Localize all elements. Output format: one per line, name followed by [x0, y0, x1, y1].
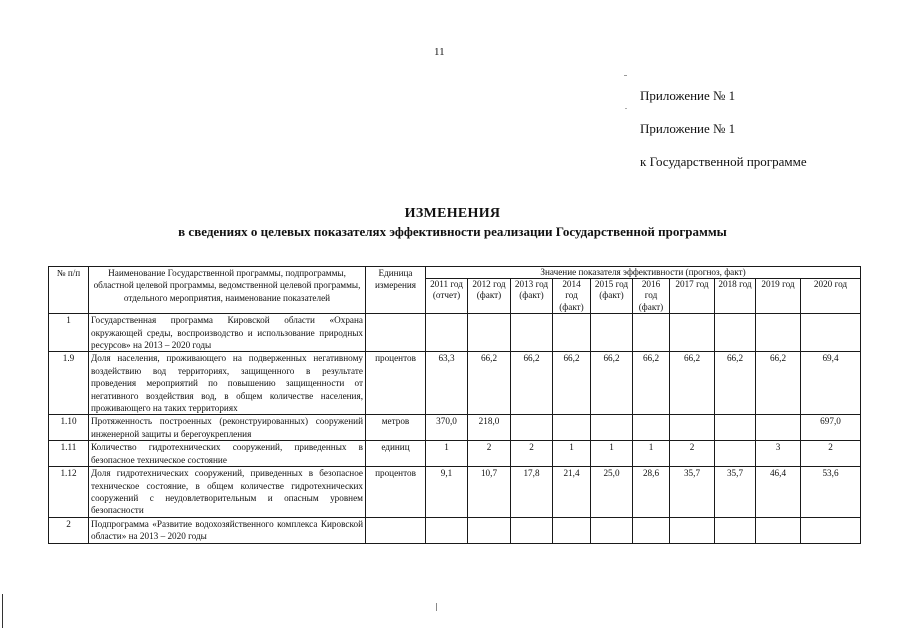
value-cell: 53,6	[801, 467, 861, 518]
value-cell: 46,4	[756, 467, 801, 518]
value-cell	[801, 314, 861, 352]
row-number: 2	[49, 517, 89, 543]
row-number: 1	[49, 314, 89, 352]
value-cell: 218,0	[468, 415, 511, 441]
indicator-name: Количество гидротехнических сооружений, приведенных в безопасное техническое состояние	[89, 441, 366, 467]
value-cell	[715, 517, 756, 543]
value-cell	[511, 415, 553, 441]
value-cell	[756, 415, 801, 441]
value-cell: 17,8	[511, 467, 553, 518]
header-name: Наименование Государственной программы, подпрограммы, областной целевой программы, ведомственной целевой программы, отдельного мероприятия, наименование показателей	[89, 267, 366, 314]
value-cell: 2	[511, 441, 553, 467]
value-cell	[591, 415, 633, 441]
indicator-name: Доля гидротехнических сооружений, приведенных в безопасное техническое состояние, в общем количестве гидротехнических сооружений с неудовлетворительным и опасным уровнем безопасности	[89, 467, 366, 518]
row-number: 1.12	[49, 467, 89, 518]
table-row	[49, 314, 861, 352]
value-cell: 1	[553, 441, 591, 467]
value-cell	[633, 517, 670, 543]
value-cell: 10,7	[468, 467, 511, 518]
unit-cell: процентов	[366, 352, 426, 415]
value-cell: 66,2	[553, 352, 591, 415]
unit-cell: метров	[366, 415, 426, 441]
value-cell: 35,7	[670, 467, 715, 518]
value-cell: 1	[426, 441, 468, 467]
value-cell	[511, 314, 553, 352]
unit-cell: единиц	[366, 441, 426, 467]
value-cell: 370,0	[426, 415, 468, 441]
indicator-name: Доля населения, проживающего на подверженных негативному воздействию вод территориях, защищенного в результате проведения мероприятий по повышению защищенности от негативного воздействия вод, в общем количестве населения, проживающего на таких территориях	[89, 352, 366, 415]
row-number: 1.10	[49, 415, 89, 441]
value-cell	[756, 517, 801, 543]
value-cell: 69,4	[801, 352, 861, 415]
appendix-line-1: Приложение № 1	[640, 88, 736, 103]
value-cell	[591, 517, 633, 543]
value-cell	[553, 415, 591, 441]
value-cell: 697,0	[801, 415, 861, 441]
value-cell	[715, 441, 756, 467]
header-values-group: Значение показателя эффективности (прогноз, факт)	[426, 267, 861, 279]
value-cell: 66,2	[511, 352, 553, 415]
value-cell: 1	[633, 441, 670, 467]
value-cell: 66,2	[756, 352, 801, 415]
indicator-name: Подпрограмма «Развитие водохозяйственного комплекса Кировской области» на 2013 – 2020 годы	[89, 517, 366, 543]
value-cell	[553, 314, 591, 352]
value-cell: 66,2	[715, 352, 756, 415]
appendix-line-2: Приложение № 1	[640, 121, 736, 136]
appendix-line-3: к Государственной программе	[640, 154, 807, 169]
document-title: ИЗМЕНЕНИЯ	[404, 206, 501, 221]
value-cell: 66,2	[670, 352, 715, 415]
value-cell: 25,0	[591, 467, 633, 518]
value-cell	[591, 314, 633, 352]
value-cell: 66,2	[633, 352, 670, 415]
row-number: 1.11	[49, 441, 89, 467]
value-cell	[426, 517, 468, 543]
indicator-name: Государственная программа Кировской области «Охрана окружающей среды, воспроизводство и использование природных ресурсов» на 2013 – 2020 годы	[89, 314, 366, 352]
value-cell	[715, 314, 756, 352]
table-header	[49, 267, 861, 314]
value-cell	[468, 517, 511, 543]
value-cell	[511, 517, 553, 543]
table-row	[49, 467, 861, 518]
value-cell: 35,7	[715, 467, 756, 518]
page-number: 11	[434, 46, 445, 58]
value-cell	[633, 415, 670, 441]
value-cell	[801, 517, 861, 543]
value-cell	[756, 314, 801, 352]
header-year: 2013 год (факт)	[511, 279, 553, 314]
unit-cell: процентов	[366, 467, 426, 518]
header-year: 2016 год (факт)	[633, 279, 670, 314]
table-row	[49, 352, 861, 415]
header-num: № п/п	[49, 267, 89, 314]
header-year: 2011 год (отчет)	[426, 279, 468, 314]
table-row	[49, 517, 861, 543]
value-cell: 2	[670, 441, 715, 467]
header-year: 2018 год	[715, 279, 756, 314]
value-cell	[670, 517, 715, 543]
value-cell: 1	[591, 441, 633, 467]
scan-mark	[624, 75, 627, 76]
value-cell	[553, 517, 591, 543]
table-row	[49, 415, 861, 441]
header-unit: Единица измерения	[366, 267, 426, 314]
value-cell	[468, 314, 511, 352]
value-cell: 3	[756, 441, 801, 467]
value-cell: 66,2	[468, 352, 511, 415]
value-cell: 63,3	[426, 352, 468, 415]
value-cell	[670, 314, 715, 352]
table-row	[49, 441, 861, 467]
value-cell	[426, 314, 468, 352]
value-cell: 2	[468, 441, 511, 467]
indicators-table	[48, 266, 861, 544]
header-year: 2015 год (факт)	[591, 279, 633, 314]
row-number: 1.9	[49, 352, 89, 415]
scan-mark	[2, 594, 3, 628]
document-subtitle: в сведениях о целевых показателях эффективности реализации Государственной программы	[178, 224, 727, 239]
value-cell	[670, 415, 715, 441]
value-cell: 28,6	[633, 467, 670, 518]
value-cell	[715, 415, 756, 441]
header-year: 2012 год (факт)	[468, 279, 511, 314]
header-year: 2020 год	[801, 279, 861, 314]
unit-cell	[366, 517, 426, 543]
value-cell: 66,2	[591, 352, 633, 415]
value-cell: 21,4	[553, 467, 591, 518]
header-year: 2014 год (факт)	[553, 279, 591, 314]
value-cell	[633, 314, 670, 352]
value-cell: 2	[801, 441, 861, 467]
value-cell: 9,1	[426, 467, 468, 518]
scan-mark	[436, 603, 437, 611]
scan-mark	[625, 108, 627, 109]
header-year: 2017 год	[670, 279, 715, 314]
table-body	[49, 314, 861, 543]
header-year: 2019 год	[756, 279, 801, 314]
unit-cell	[366, 314, 426, 352]
indicator-name: Протяженность построенных (реконструированных) сооружений инженерной защиты и берегоукрепления	[89, 415, 366, 441]
